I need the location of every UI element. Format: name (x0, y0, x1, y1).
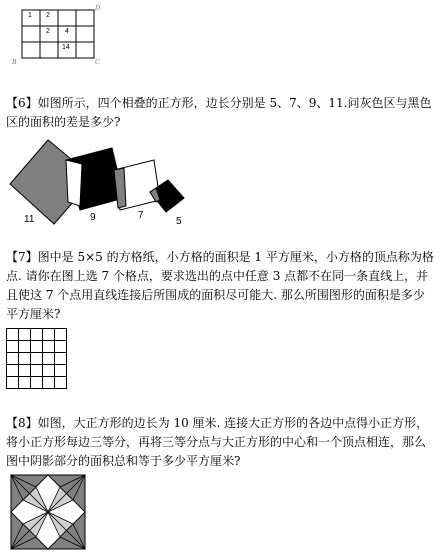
square-9-white-overlap (66, 160, 82, 206)
problem-7-line-1 (6, 248, 442, 267)
corner-label-c: C (95, 58, 100, 66)
grid-cell-4: 4 (65, 28, 69, 35)
problem-7-line-2: 点. 请你在图上选 7 个格点，要求选出的点中任意 3 点都不在同一条直线上，并 (6, 269, 429, 283)
problem-8-line-3: 图中阴影部分的面积总和等于多少平方厘米? (6, 454, 241, 468)
label-11: 11 (24, 214, 35, 225)
label-5: 5 (176, 216, 182, 227)
problem-8-text-1: 如图，大正方形的边长为 10 厘米. 连接大正方形的各边中点得小正方形， (37, 416, 429, 430)
problem-7 (6, 248, 442, 324)
square-pattern-svg (10, 474, 86, 550)
problem-6-text-1: 如图所示，四个相叠的正方形，边长分别是 5、7、9、11.问灰色区与黑色 (37, 96, 432, 110)
problem-8-line-2: 将小正方形每边三等分，再将三等分点与大正方形的中心和一个顶点相连，那么 (6, 435, 427, 449)
corner-label-b: B (12, 58, 17, 66)
overlapping-squares-figure (6, 136, 206, 232)
grid-cell-1: 1 (28, 12, 32, 19)
problem-7-number: 【7】 (6, 250, 38, 264)
grid-5x5-svg (6, 328, 68, 390)
grid-5x5-figure (6, 328, 68, 390)
label-9: 9 (90, 212, 96, 223)
grid-cell-2b: 2 (46, 28, 50, 35)
problem-8-number: 【8】 (6, 416, 38, 430)
problem-7-line-4: 平方厘米? (6, 307, 61, 321)
problem-6-line-1 (6, 94, 442, 113)
problem-8-line-1 (6, 414, 442, 433)
label-7: 7 (138, 210, 144, 221)
corner-label-d: D (95, 4, 101, 12)
grid-cell-14: 14 (62, 44, 70, 51)
problem-7-line-3: 且使这 7 个点用直线连接后所围成的面积尽可能大. 那么所围图形的面积是多少 (6, 288, 425, 302)
problem-7-text-1: 图中是 5×5 的方格纸，小方格的面积是 1 平方厘米，小方格的顶点称为格 (37, 250, 434, 264)
square-7-gray-overlap (114, 168, 126, 208)
problem-6-line-2: 区的面积的差是多少? (6, 115, 121, 129)
square-pattern-figure (10, 474, 86, 550)
top-grid-figure (10, 4, 100, 66)
grid-cell-2a: 2 (46, 12, 50, 19)
problem-6-number: 【6】 (6, 96, 38, 110)
top-grid-lines (10, 4, 100, 66)
problem-6 (6, 94, 442, 132)
problem-8 (6, 414, 442, 471)
